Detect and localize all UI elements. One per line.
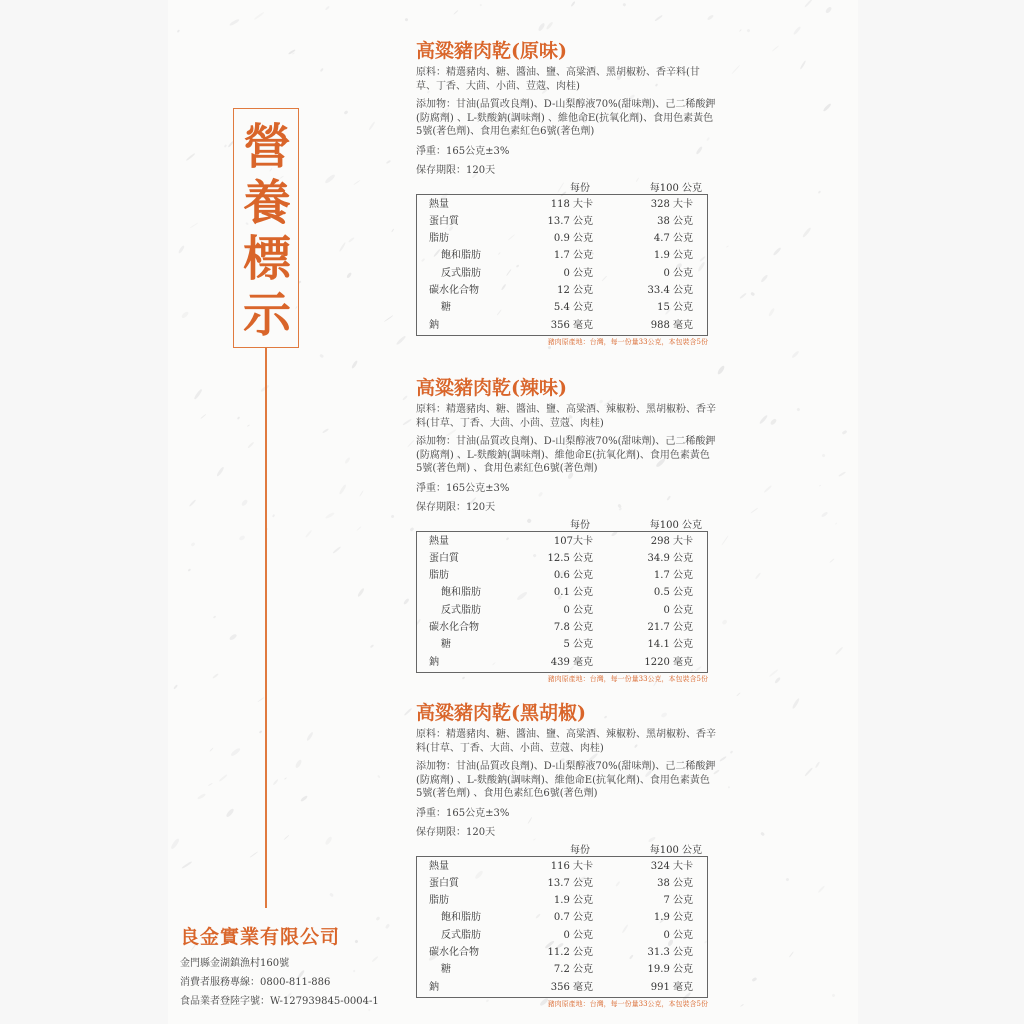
per-serving-value: 13.7 公克 (547, 215, 593, 227)
nutrition-row (417, 927, 707, 944)
texture-speck (750, 292, 755, 297)
texture-speck (751, 977, 757, 982)
per-serving-value: 1.7 公克 (553, 250, 593, 262)
texture-speck (772, 247, 781, 256)
texture-speck (719, 756, 726, 762)
per-serving-value: 11.2 公克 (547, 946, 593, 958)
shelf-life: 保存期限：120天 (416, 827, 496, 838)
texture-speck (792, 697, 801, 709)
texture-speck (247, 424, 251, 427)
texture-speck (284, 777, 287, 780)
texture-speck (229, 18, 240, 26)
texture-speck (842, 430, 847, 435)
texture-speck (213, 615, 217, 618)
texture-speck (792, 26, 801, 36)
nutrient-label: 糖 (441, 639, 451, 651)
texture-speck (182, 861, 193, 869)
texture-speck (346, 272, 352, 278)
texture-speck (377, 775, 381, 779)
nutrient-label: 碳水化合物 (429, 946, 479, 958)
nutrient-label: 飽和脂肪 (441, 587, 481, 599)
nutrition-row (417, 247, 707, 264)
nutrient-label: 糖 (441, 302, 451, 314)
nutrient-label: 飽和脂肪 (441, 912, 481, 924)
texture-speck (739, 293, 746, 299)
texture-speck (193, 389, 202, 400)
texture-speck (305, 530, 312, 538)
per-100g-value: 19.9 公克 (647, 964, 693, 976)
per-serving-value: 0 公克 (563, 929, 593, 941)
per-serving-header: 每份 (570, 182, 590, 194)
texture-speck (368, 1008, 370, 1011)
texture-speck (273, 778, 279, 785)
texture-speck (212, 673, 219, 679)
texture-speck (771, 45, 779, 52)
per-serving-value: 1.9 公克 (553, 895, 593, 907)
texture-speck (789, 952, 794, 958)
texture-speck (239, 535, 246, 541)
texture-speck (390, 515, 394, 519)
texture-speck (804, 0, 813, 8)
texture-speck (230, 747, 241, 757)
product-title: 高粱豬肉乾(黑胡椒) (416, 702, 586, 724)
texture-speck (173, 684, 177, 689)
per-serving-value: 0.6 公克 (553, 570, 593, 582)
texture-speck (201, 414, 207, 419)
per-100g-value: 991 毫克 (650, 981, 693, 993)
texture-speck (537, 22, 545, 32)
texture-speck (767, 308, 774, 317)
per-100g-value: 0.5 公克 (653, 587, 693, 599)
per-serving-value: 439 毫克 (550, 656, 593, 668)
texture-speck (726, 245, 729, 248)
nutrition-row (417, 619, 707, 636)
nutrition-table (416, 856, 708, 998)
ingredients-text: 原料：精選豬肉、糖、醬油、鹽、高粱酒、黑胡椒粉、香辛料(甘草、丁香、大茴、小茴、荳蔻、肉桂) (416, 67, 700, 92)
texture-speck (185, 153, 195, 161)
texture-speck (740, 1004, 744, 1007)
origin-footnote: 豬肉原產地：台灣，每一份量33公克，本包裝含5份 (547, 674, 708, 683)
nutrient-label: 脂肪 (429, 570, 449, 582)
nutrition-row (417, 909, 707, 926)
texture-speck (250, 851, 259, 858)
nutrient-label: 飽和脂肪 (441, 250, 481, 262)
texture-speck (191, 542, 196, 546)
texture-speck (259, 730, 262, 733)
texture-speck (225, 808, 234, 818)
texture-speck (357, 526, 362, 531)
texture-speck (821, 454, 825, 458)
divider-line (265, 348, 267, 908)
texture-speck (351, 360, 358, 369)
nutrition-title-box (233, 108, 299, 348)
texture-speck (479, 3, 482, 6)
texture-speck (181, 311, 189, 319)
texture-speck (190, 223, 199, 229)
texture-speck (177, 29, 181, 33)
texture-speck (404, 708, 412, 716)
per-100g-value: 34.9 公克 (647, 552, 693, 564)
nutrition-table (416, 194, 708, 336)
texture-speck (830, 559, 836, 564)
texture-speck (283, 834, 289, 839)
title-char: 養 (242, 175, 291, 231)
product-block (416, 700, 716, 1009)
per-serving-value: 13.7 公克 (547, 877, 593, 889)
texture-speck (728, 785, 731, 788)
nutrition-row (417, 636, 707, 653)
texture-speck (229, 633, 238, 641)
nutrition-row (417, 602, 707, 619)
company-registration: 食品業者登陸字號：W-127939845-0004-1 (180, 996, 379, 1007)
shelf-life: 保存期限：120天 (416, 165, 496, 176)
texture-speck (838, 471, 846, 477)
per-serving-value: 356 毫克 (550, 319, 593, 331)
texture-speck (355, 939, 359, 943)
per-100g-value: 14.1 公克 (647, 639, 693, 651)
nutrient-label: 碳水化合物 (429, 284, 479, 296)
texture-speck (178, 245, 185, 254)
per-100g-value: 324 大卡 (650, 860, 693, 872)
texture-speck (622, 2, 627, 7)
nutrient-label: 碳水化合物 (429, 621, 479, 633)
per-serving-value: 5.4 公克 (553, 302, 593, 314)
texture-speck (208, 783, 213, 786)
texture-speck (188, 569, 192, 573)
texture-speck (739, 29, 742, 32)
texture-speck (344, 457, 351, 464)
product-title: 高粱豬肉乾(原味) (416, 40, 567, 62)
per-100g-value: 7 公克 (663, 895, 693, 907)
title-char: 營 (242, 119, 291, 175)
nutrient-label: 蛋白質 (429, 215, 459, 227)
texture-speck (344, 110, 349, 115)
per-100g-value: 0 公克 (663, 267, 693, 279)
texture-speck (770, 418, 777, 425)
per-100g-value: 988 毫克 (650, 319, 693, 331)
per-serving-header: 每份 (570, 844, 590, 856)
per-serving-header: 每份 (570, 519, 590, 531)
texture-speck (386, 160, 391, 164)
per-serving-value: 0.9 公克 (553, 233, 593, 245)
per-100g-value: 1.9 公克 (653, 250, 693, 262)
per-100g-header: 每100 公克 (649, 519, 702, 531)
texture-speck (570, 1, 575, 7)
shelf-life: 保存期限：120天 (416, 502, 496, 513)
texture-speck (170, 838, 180, 850)
texture-speck (385, 924, 390, 929)
texture-speck (763, 485, 772, 493)
texture-speck (237, 416, 241, 420)
texture-speck (348, 237, 355, 243)
texture-speck (219, 774, 228, 782)
per-serving-value: 0 公克 (563, 604, 593, 616)
nutrient-label: 熱量 (429, 860, 449, 872)
company-hotline: 消費者服務專線：0800-811-886 (180, 977, 331, 988)
texture-speck (188, 499, 196, 507)
nutrition-row (417, 213, 707, 230)
nutrient-label: 熱量 (429, 198, 449, 210)
texture-speck (253, 12, 263, 20)
texture-speck (759, 415, 769, 425)
texture-speck (357, 588, 365, 598)
texture-speck (372, 956, 380, 963)
texture-speck (817, 885, 825, 894)
texture-speck (786, 878, 791, 883)
per-serving-value: 7.2 公克 (553, 964, 593, 976)
texture-speck (407, 439, 415, 447)
texture-speck (800, 60, 807, 70)
texture-speck (707, 14, 714, 21)
nutrition-row (417, 892, 707, 909)
per-100g-value: 0 公克 (663, 604, 693, 616)
nutrition-row (417, 584, 707, 601)
additives-text: 添加物：甘油(品質改良劑)、D-山梨醇液70%(甜味劑)、己二稀酸鉀(防腐劑) 、L-麩酸鈉(調味劑)、維他命E(抗氧化劑)、食用色素黃色5號(著色劑) 、食用色素紅色6號(著色劑) (416, 436, 716, 474)
texture-speck (402, 396, 407, 401)
texture-speck (325, 6, 330, 11)
per-100g-value: 0 公克 (663, 929, 693, 941)
texture-speck (716, 365, 725, 376)
additives-text: 添加物：甘油(品質改良劑)、D-山梨醇液70%(甜味劑)、己二稀酸鉀(防腐劑) 、L-麩酸鈉(調味劑)、維他命E(抗氧化劑)、食用色素黃色5號(著色劑) 、食用色素紅色6號(著色劑) (416, 761, 716, 799)
texture-speck (369, 121, 376, 130)
nutrition-row (417, 533, 707, 550)
texture-speck (823, 103, 832, 112)
texture-speck (655, 14, 664, 21)
origin-footnote: 豬肉原產地：台灣，每一份量33公克，本包裝含5份 (547, 337, 708, 346)
per-100g-value: 328 大卡 (650, 198, 693, 210)
texture-speck (359, 491, 364, 497)
nutrient-label: 鈉 (429, 319, 439, 331)
texture-speck (210, 747, 214, 752)
texture-speck (818, 190, 822, 194)
texture-speck (354, 180, 361, 185)
nutrient-label: 蛋白質 (429, 877, 459, 889)
texture-speck (721, 535, 729, 545)
texture-speck (832, 993, 836, 997)
nutrition-row (417, 282, 707, 299)
product-block (416, 375, 716, 684)
nutrient-label: 脂肪 (429, 233, 449, 245)
texture-speck (819, 484, 822, 486)
texture-speck (247, 442, 254, 449)
texture-speck (391, 229, 394, 233)
per-100g-header: 每100 公克 (649, 182, 702, 194)
nutrition-row (417, 858, 707, 875)
nutrition-row (417, 230, 707, 247)
product-block (416, 38, 716, 347)
texture-speck (338, 242, 345, 252)
texture-speck (835, 646, 843, 654)
per-100g-value: 15 公克 (657, 302, 693, 314)
texture-speck (751, 508, 759, 514)
texture-speck (731, 65, 740, 74)
product-title: 高粱豬肉乾(辣味) (416, 377, 567, 399)
texture-speck (453, 10, 458, 15)
nutrition-header (416, 178, 716, 194)
texture-speck (802, 227, 812, 238)
nutrition-row (417, 567, 707, 584)
texture-speck (272, 514, 275, 517)
per-serving-value: 5 公克 (563, 639, 593, 651)
nutrient-label: 鈉 (429, 656, 439, 668)
nutrient-label: 反式脂肪 (441, 929, 481, 941)
nutrition-header (416, 840, 716, 856)
per-serving-value: 7.8 公克 (553, 621, 593, 633)
per-100g-value: 38 公克 (657, 215, 693, 227)
texture-speck (375, 916, 380, 921)
texture-speck (320, 68, 324, 72)
per-100g-value: 1.7 公克 (653, 570, 693, 582)
texture-speck (736, 692, 740, 696)
texture-speck (300, 794, 308, 802)
per-serving-value: 12.5 公克 (547, 552, 593, 564)
per-100g-value: 21.7 公克 (647, 621, 693, 633)
texture-speck (353, 970, 356, 973)
nutrition-row (417, 961, 707, 978)
nutrient-label: 蛋白質 (429, 552, 459, 564)
texture-speck (546, 21, 554, 30)
texture-speck (322, 428, 328, 433)
texture-speck (294, 759, 302, 768)
nutrient-label: 反式脂肪 (441, 604, 481, 616)
per-100g-value: 298 大卡 (650, 535, 693, 547)
nutrition-row (417, 196, 707, 213)
texture-speck (804, 767, 813, 776)
per-serving-value: 0.1 公克 (553, 587, 593, 599)
texture-speck (402, 598, 409, 605)
per-100g-value: 4.7 公克 (653, 233, 693, 245)
nutrition-row (417, 299, 707, 316)
texture-speck (402, 419, 411, 426)
title-char: 標 (242, 231, 291, 287)
nutrient-label: 反式脂肪 (441, 267, 481, 279)
net-weight: 淨重：165公克±3% (416, 482, 510, 494)
nutrient-label: 鈉 (429, 981, 439, 993)
texture-speck (746, 29, 751, 34)
origin-footnote: 豬肉原產地：台灣，每一份量33公克，本包裝含5份 (547, 999, 708, 1008)
texture-speck (383, 315, 393, 322)
texture-speck (820, 511, 827, 517)
texture-speck (324, 174, 335, 184)
texture-speck (760, 831, 765, 836)
texture-speck (241, 500, 248, 507)
per-100g-value: 1220 毫克 (644, 656, 693, 668)
texture-speck (824, 6, 832, 14)
additives-text: 添加物：甘油(品質改良劑)、D-山梨醇液70%(甜味劑)、己二稀酸鉀(防腐劑) 、L-麩酸鈉(調味劑) 、維他命E(抗氧化劑)、食用色素黃色5號(著色劑)、食用色素紅色6號(著色劑) (416, 99, 716, 137)
nutrition-row (417, 654, 707, 671)
per-serving-value: 356 毫克 (550, 981, 593, 993)
texture-speck (404, 18, 409, 23)
texture-speck (325, 512, 335, 520)
texture-speck (370, 644, 375, 649)
per-100g-value: 1.9 公克 (653, 912, 693, 924)
nutrition-row (417, 550, 707, 567)
per-serving-value: 118 大卡 (550, 198, 593, 210)
per-serving-value: 116 大卡 (550, 860, 593, 872)
texture-speck (395, 335, 405, 345)
texture-speck (721, 619, 728, 626)
nutrition-row (417, 979, 707, 996)
nutrition-row (417, 875, 707, 892)
texture-speck (197, 793, 206, 800)
company-address: 金門縣金湖鎮漁村160號 (180, 958, 290, 969)
nutrition-row (417, 317, 707, 334)
texture-speck (774, 677, 780, 684)
texture-speck (835, 522, 837, 525)
ingredients-text: 原料：精選豬肉、糖、醬油、鹽、高粱酒、辣椒粉、黑胡椒粉、香辛料(甘草、丁香、大茴、小茴、荳蔻、肉桂) (416, 729, 716, 754)
per-serving-value: 0.7 公克 (553, 912, 593, 924)
nutrient-label: 糖 (441, 964, 451, 976)
net-weight: 淨重：165公克±3% (416, 807, 510, 819)
texture-speck (306, 732, 314, 742)
per-serving-value: 0 公克 (563, 267, 593, 279)
nutrition-row (417, 265, 707, 282)
texture-speck (319, 353, 324, 358)
per-serving-value: 12 公克 (557, 284, 593, 296)
nutrition-row (417, 944, 707, 961)
title-char: 示 (242, 287, 291, 343)
per-100g-value: 38 公克 (657, 877, 693, 889)
net-weight: 淨重：165公克±3% (416, 145, 510, 157)
nutrition-header (416, 515, 716, 531)
texture-speck (329, 893, 334, 898)
texture-speck (338, 484, 346, 495)
nutrient-label: 熱量 (429, 535, 449, 547)
per-100g-header: 每100 公克 (649, 844, 702, 856)
nutrition-table (416, 531, 708, 673)
texture-speck (292, 52, 295, 55)
texture-speck (796, 407, 800, 411)
texture-speck (755, 573, 761, 580)
texture-speck (791, 351, 799, 359)
per-serving-value: 107大卡 (553, 535, 593, 547)
texture-speck (409, 527, 414, 532)
company-name: 良金實業有限公司 (180, 926, 341, 948)
texture-speck (815, 761, 820, 768)
per-100g-value: 31.3 公克 (647, 946, 693, 958)
ingredients-text: 原料：精選豬肉、糖、醬油、鹽、高粱酒、辣椒粉、黑胡椒粉、香辛料(甘草、丁香、大茴、小茴、荳蔻、肉桂) (416, 404, 716, 429)
texture-speck (216, 466, 225, 477)
texture-speck (325, 836, 333, 845)
texture-speck (729, 750, 733, 754)
texture-speck (223, 145, 226, 149)
nutrient-label: 脂肪 (429, 895, 449, 907)
per-100g-value: 33.4 公克 (647, 284, 693, 296)
texture-speck (332, 546, 341, 554)
texture-speck (760, 274, 768, 283)
